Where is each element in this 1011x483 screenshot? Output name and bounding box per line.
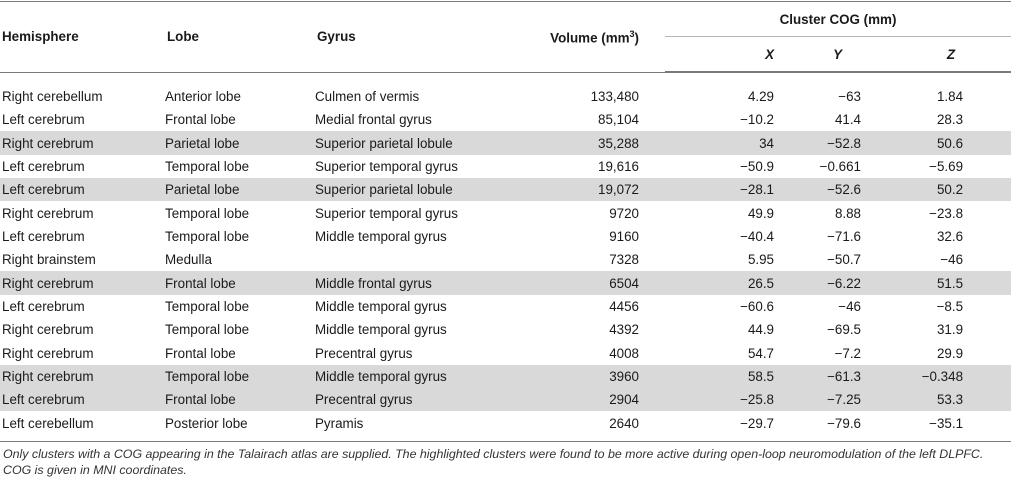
cell-x: −29.7 [740, 415, 774, 431]
cell-x: 5.95 [747, 252, 774, 268]
cell-gyrus: Middle temporal gyrus [315, 322, 447, 338]
cell-y: −79.6 [827, 415, 861, 431]
table-row [0, 108, 1011, 131]
cell-volume: 4456 [609, 298, 639, 314]
cell-x: 49.9 [747, 205, 774, 221]
cell-lobe: Frontal lobe [165, 112, 236, 128]
cell-y: −69.5 [827, 322, 861, 338]
cell-z: −8.5 [936, 298, 964, 314]
cell-volume: 6504 [515, 271, 665, 294]
table-row [0, 201, 1011, 224]
table-footnote: Only clusters with a COG appearing in the Talairach atlas are supplied. The highlighted clusters were found to be more active during open-loop neuromodulation of the left DLPFC. COG is given in MNI coordinates. [3, 447, 984, 477]
cell-hemisphere: Right cerebellum [2, 89, 103, 104]
cell-y: −61.3 [777, 365, 900, 388]
cell-hemisphere: Right cerebrum [2, 345, 94, 361]
cell-gyrus: Superior temporal gyrus [315, 158, 458, 174]
cell-y: −7.25 [777, 388, 900, 411]
cell-hemisphere: Left cerebrum [0, 178, 165, 201]
cell-hemisphere: Left cerebrum [2, 112, 85, 128]
cell-y: −50.7 [827, 252, 861, 268]
cell-z: −46 [940, 252, 964, 268]
cell-lobe: Medulla [165, 252, 212, 268]
header-volume [515, 2, 665, 72]
cell-y: −52.6 [777, 178, 900, 201]
table-row [0, 295, 1011, 318]
cell-volume: 4392 [609, 322, 639, 338]
header-hemisphere: Hemisphere [2, 29, 79, 45]
table-row [0, 225, 1011, 248]
cell-volume: 19,072 [515, 178, 665, 201]
cell-z: 50.6 [900, 131, 1011, 154]
cell-gyrus: Superior parietal lobule [315, 131, 515, 154]
cell-lobe: Parietal lobe [165, 131, 315, 154]
cell-x: −10.2 [740, 112, 774, 128]
table-row [0, 248, 1011, 271]
cell-lobe: Frontal lobe [165, 345, 236, 361]
cell-y: −6.22 [777, 271, 900, 294]
table-row [0, 178, 1011, 201]
cell-volume: 2640 [609, 415, 639, 431]
cell-x: −60.6 [740, 298, 774, 314]
header-volume-exponent: 3 [629, 28, 635, 39]
cell-hemisphere: Left cerebrum [0, 388, 165, 411]
cell-z: 50.2 [900, 178, 1011, 201]
cell-lobe: Anterior lobe [165, 89, 241, 104]
cell-gyrus: Precentral gyrus [315, 345, 413, 361]
cell-x: 34 [665, 131, 777, 154]
cell-lobe: Temporal lobe [165, 322, 250, 338]
cell-lobe: Parietal lobe [165, 178, 315, 201]
cell-hemisphere: Right cerebrum [0, 365, 165, 388]
cell-lobe: Temporal lobe [165, 158, 250, 174]
cell-hemisphere: Left cerebellum [2, 415, 94, 431]
cell-x: 58.5 [665, 365, 777, 388]
header-z: Z [900, 37, 1011, 72]
cell-volume: 35,288 [515, 131, 665, 154]
cell-hemisphere: Left cerebrum [2, 158, 85, 174]
cell-lobe: Posterior lobe [165, 415, 248, 431]
cluster-table [0, 2, 1011, 435]
cell-gyrus: Middle temporal gyrus [315, 228, 447, 244]
header-x: X [665, 37, 777, 72]
cell-lobe: Temporal lobe [165, 205, 250, 221]
cell-x: −28.1 [665, 178, 777, 201]
cell-hemisphere: Left cerebrum [2, 228, 85, 244]
cell-y: −7.2 [834, 345, 861, 361]
header-lobe: Lobe [167, 29, 199, 45]
cell-volume: 2904 [515, 388, 665, 411]
cell-hemisphere: Right cerebrum [0, 131, 165, 154]
cell-z: −0.348 [900, 365, 1011, 388]
cell-y: −63 [838, 89, 861, 104]
header-y: Y [777, 37, 900, 72]
cell-gyrus: Medial frontal gyrus [315, 112, 432, 128]
cell-volume: 85,104 [598, 112, 639, 128]
cell-hemisphere: Right brainstem [2, 252, 96, 268]
table-row [0, 365, 1011, 388]
cell-z: −35.1 [929, 415, 964, 431]
cell-gyrus: Pyramis [315, 415, 364, 431]
cell-lobe: Temporal lobe [165, 228, 250, 244]
cell-volume: 9720 [609, 205, 639, 221]
table-row [0, 131, 1011, 154]
cell-x: −50.9 [740, 158, 774, 174]
cell-gyrus: Culmen of vermis [315, 89, 420, 104]
cell-volume: 9160 [609, 228, 639, 244]
cell-x: −40.4 [740, 228, 774, 244]
cell-gyrus: Middle temporal gyrus [315, 298, 447, 314]
cell-y: −0.661 [819, 158, 861, 174]
cell-z: −5.69 [929, 158, 964, 174]
cell-gyrus [315, 248, 515, 271]
header-cluster-cog: Cluster COG (mm) [665, 2, 1011, 37]
table-row [0, 318, 1011, 341]
bottom-rule [0, 441, 1011, 442]
cell-z: 53.3 [900, 388, 1011, 411]
cell-z: 31.9 [936, 322, 964, 338]
cell-volume: 4008 [609, 345, 639, 361]
cell-z: −23.8 [929, 205, 964, 221]
cell-volume: 19,616 [598, 158, 639, 174]
cell-gyrus: Middle temporal gyrus [315, 365, 515, 388]
cell-z: 51.5 [900, 271, 1011, 294]
cell-z: 32.6 [936, 228, 964, 244]
table-row [0, 155, 1011, 178]
cell-volume: 3960 [515, 365, 665, 388]
cell-gyrus: Superior temporal gyrus [315, 205, 458, 221]
header-volume-label: Volume (mm [550, 29, 630, 45]
cell-lobe: Temporal lobe [165, 365, 315, 388]
cell-x: 44.9 [747, 322, 774, 338]
table-row [0, 341, 1011, 364]
header-volume-close: ) [634, 29, 639, 45]
cell-hemisphere: Right cerebrum [2, 322, 94, 338]
table-row [0, 271, 1011, 294]
cell-volume: 7328 [609, 252, 639, 268]
cell-gyrus: Precentral gyrus [315, 388, 515, 411]
cell-y: −71.6 [827, 228, 861, 244]
cell-y: −46 [838, 298, 861, 314]
cell-z: 29.9 [936, 345, 964, 361]
cell-lobe: Frontal lobe [165, 388, 315, 411]
cell-gyrus: Middle frontal gyrus [315, 271, 515, 294]
table-row [0, 73, 1011, 109]
cell-hemisphere: Right cerebrum [0, 271, 165, 294]
cell-y: 41.4 [834, 112, 861, 128]
cell-x: 26.5 [665, 271, 777, 294]
header-gyrus: Gyrus [317, 29, 356, 45]
cell-hemisphere: Left cerebrum [2, 298, 85, 314]
table-body [0, 73, 1011, 435]
cell-hemisphere: Right cerebrum [2, 205, 94, 221]
cell-y: −52.8 [777, 131, 900, 154]
cell-volume: 133,480 [590, 89, 639, 104]
cell-x: −25.8 [665, 388, 777, 411]
cell-x: 54.7 [747, 345, 774, 361]
cell-z: 28.3 [936, 112, 964, 128]
cell-lobe: Frontal lobe [165, 271, 315, 294]
cell-y: 8.88 [834, 205, 861, 221]
cell-gyrus: Superior parietal lobule [315, 178, 515, 201]
table-row [0, 411, 1011, 434]
table-row [0, 388, 1011, 411]
cell-z: 1.84 [936, 89, 964, 104]
cell-x: 4.29 [747, 89, 774, 104]
cell-lobe: Temporal lobe [165, 298, 250, 314]
